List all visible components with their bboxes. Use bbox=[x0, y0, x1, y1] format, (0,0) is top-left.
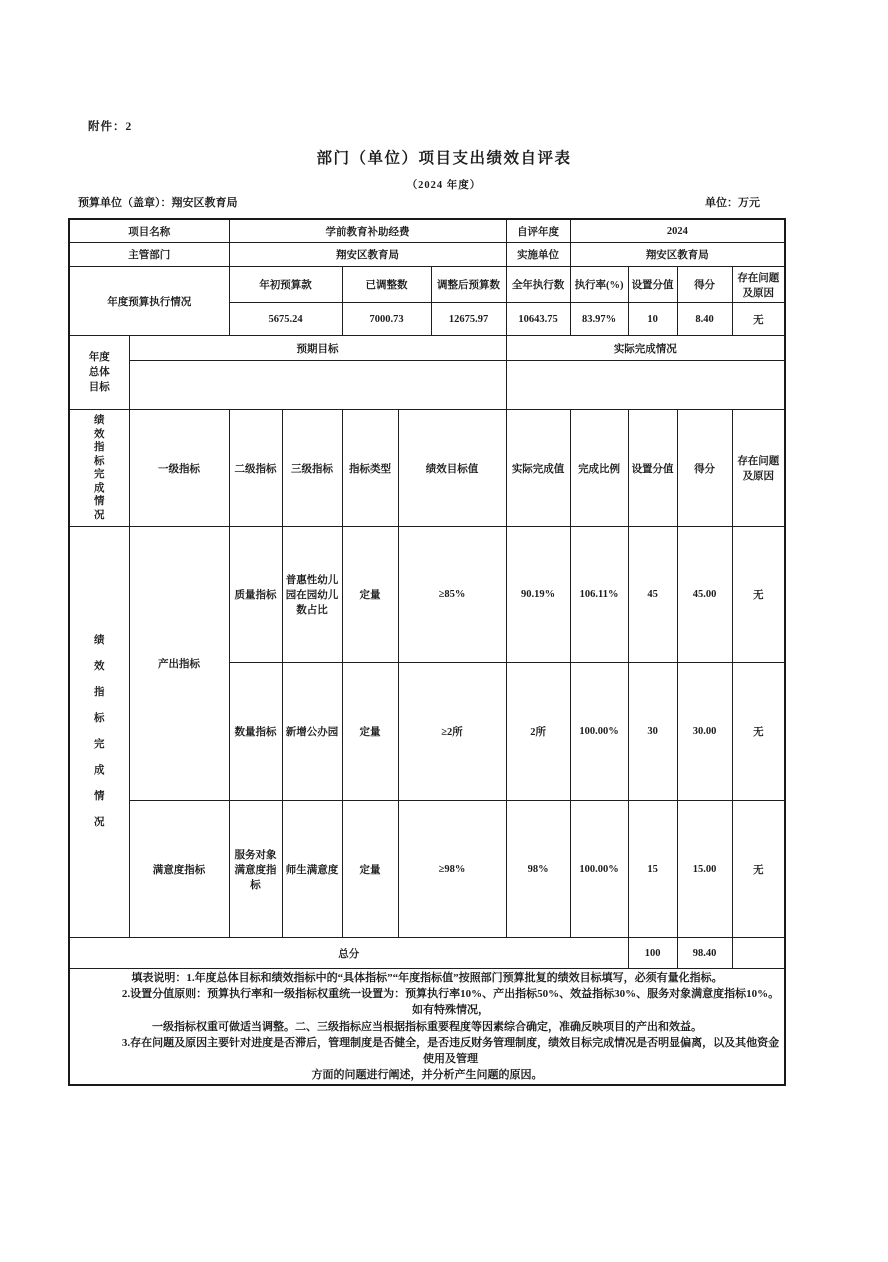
level3-teacher-student-satisfaction: 师生满意度 bbox=[282, 801, 342, 938]
target-value: ≥2所 bbox=[398, 663, 506, 801]
total-points: 100 bbox=[628, 938, 677, 969]
indicator-header-target: 绩效目标值 bbox=[398, 410, 506, 527]
score: 15.00 bbox=[677, 801, 732, 938]
budget-header-score: 得分 bbox=[677, 267, 732, 303]
score: 45.00 bbox=[677, 527, 732, 663]
total-issues bbox=[732, 938, 785, 969]
row-annual-goal-headers bbox=[69, 336, 785, 361]
self-eval-year-label: 自评年度 bbox=[506, 219, 570, 243]
level3-new-public-kindergarten: 新增公办园 bbox=[282, 663, 342, 801]
budget-value-points: 10 bbox=[628, 303, 677, 336]
budget-value-issues: 无 bbox=[732, 303, 785, 336]
indicator-section-label-text: 绩效指标完成情况 bbox=[94, 635, 105, 828]
indicator-section-label-body bbox=[69, 527, 129, 938]
indicator-section-label-header bbox=[69, 410, 129, 527]
note-line-1: 填表说明：1.年度总体目标和绩效指标中的“具体指标”“年度指标值”按照部门预算批复的绩效目标填写，必须有量化指标。 bbox=[131, 972, 723, 984]
note-line-3: 一级指标权重可做适当调整。二、三级指标应当根据指标重要程度等因素综合确定，准确反映项目的产出和效益。 bbox=[152, 1020, 703, 1033]
actual-completion-header: 实际完成情况 bbox=[506, 336, 785, 361]
row-indicator-satisfaction bbox=[69, 801, 785, 938]
row-department bbox=[69, 243, 785, 267]
set-points: 45 bbox=[628, 527, 677, 663]
level2-quantity: 数量指标 bbox=[229, 663, 282, 801]
budget-header-initial: 年初预算款 bbox=[229, 267, 342, 303]
completion-ratio: 100.00% bbox=[570, 801, 628, 938]
total-score-label: 总分 bbox=[69, 938, 628, 969]
budget-value-after-adjust: 12675.97 bbox=[431, 303, 506, 336]
budget-header-exec-rate: 执行率(%) bbox=[570, 267, 628, 303]
actual-value: 2所 bbox=[506, 663, 570, 801]
project-name-label: 项目名称 bbox=[69, 219, 229, 243]
completion-ratio: 106.11% bbox=[570, 527, 628, 663]
set-points: 15 bbox=[628, 801, 677, 938]
document-subtitle: （2024 年度） bbox=[406, 180, 482, 191]
score: 30.00 bbox=[677, 663, 732, 801]
note-line-4: 3.存在问题及原因主要针对进度是否滞后，管理制度是否健全，是否违反财务管理制度，绩效目标完成情况是否明显偏离，以及其他资金使用及管理 bbox=[121, 1036, 780, 1066]
currency-unit-label: 单位：万元 bbox=[705, 197, 760, 209]
row-project-name bbox=[69, 219, 785, 243]
budget-header-issues: 存在问题及原因 bbox=[732, 267, 785, 303]
indicator-header-ratio: 完成比例 bbox=[570, 410, 628, 527]
budget-value-initial: 5675.24 bbox=[229, 303, 342, 336]
actual-value: 98% bbox=[506, 801, 570, 938]
project-name-value: 学前教育补助经费 bbox=[229, 219, 506, 243]
budget-header-points: 设置分值 bbox=[628, 267, 677, 303]
type-quantitative: 定量 bbox=[342, 663, 398, 801]
annual-goal-label-text: 年度总体目标 bbox=[88, 352, 110, 393]
row-annual-goal-values bbox=[69, 361, 785, 410]
row-indicator-headers bbox=[69, 410, 785, 527]
budget-value-executed: 10643.75 bbox=[506, 303, 570, 336]
self-evaluation-table bbox=[68, 218, 786, 1086]
budget-section-label: 年度预算执行情况 bbox=[69, 267, 229, 336]
indicator-header-actual: 实际完成值 bbox=[506, 410, 570, 527]
budget-value-exec-rate: 83.97% bbox=[570, 303, 628, 336]
type-quantitative: 定量 bbox=[342, 801, 398, 938]
issues: 无 bbox=[732, 527, 785, 663]
note-line-5: 方面的问题进行阐述，并分析产生问题的原因。 bbox=[311, 1069, 543, 1082]
level1-output-indicator: 产出指标 bbox=[129, 527, 229, 801]
row-indicator-quality bbox=[69, 527, 785, 663]
expected-goal-value bbox=[129, 361, 506, 410]
set-points: 30 bbox=[628, 663, 677, 801]
actual-completion-value bbox=[506, 361, 785, 410]
indicator-section-label-text: 绩效指标完成情况 bbox=[94, 415, 105, 521]
impl-unit-value: 翔安区教育局 bbox=[570, 243, 785, 267]
indicator-header-level1: 一级指标 bbox=[129, 410, 229, 527]
level3-inclusive-ratio: 普惠性幼儿园在园幼儿数占比 bbox=[282, 527, 342, 663]
dept-label: 主管部门 bbox=[69, 243, 229, 267]
completion-ratio: 100.00% bbox=[570, 663, 628, 801]
impl-unit-label: 实施单位 bbox=[506, 243, 570, 267]
attachment-number: 附件：2 bbox=[88, 121, 133, 133]
budget-header-adjusted: 已调整数 bbox=[342, 267, 431, 303]
level2-service-object-satisfaction: 服务对象满意度指标 bbox=[229, 801, 282, 938]
self-eval-year-value: 2024 bbox=[570, 219, 785, 243]
level2-quality: 质量指标 bbox=[229, 527, 282, 663]
budget-header-after-adjust: 调整后预算数 bbox=[431, 267, 506, 303]
indicator-header-points: 设置分值 bbox=[628, 410, 677, 527]
actual-value: 90.19% bbox=[506, 527, 570, 663]
issues: 无 bbox=[732, 801, 785, 938]
row-budget-headers bbox=[69, 267, 785, 303]
indicator-header-score: 得分 bbox=[677, 410, 732, 527]
annual-goal-label bbox=[69, 336, 129, 410]
note-line-2: 2.设置分值原则：预算执行率和一级指标权重统一设置为：预算执行率10%、产出指标50%、效益指标30%、服务对象满意度指标10%。如有特殊情况， bbox=[121, 988, 780, 1017]
expected-goal-header: 预期目标 bbox=[129, 336, 506, 361]
budget-value-adjusted: 7000.73 bbox=[342, 303, 431, 336]
target-value: ≥98% bbox=[398, 801, 506, 938]
indicator-header-level3: 三级指标 bbox=[282, 410, 342, 527]
indicator-header-level2: 二级指标 bbox=[229, 410, 282, 527]
document-title: 部门（单位）项目支出绩效自评表 bbox=[316, 150, 572, 167]
budget-unit-line: 预算单位（盖章）：翔安区教育局 bbox=[78, 197, 238, 209]
target-value: ≥85% bbox=[398, 527, 506, 663]
total-score: 98.40 bbox=[677, 938, 732, 969]
row-notes bbox=[69, 969, 785, 1086]
budget-header-executed: 全年执行数 bbox=[506, 267, 570, 303]
budget-value-score: 8.40 bbox=[677, 303, 732, 336]
indicator-header-issues: 存在问题及原因 bbox=[732, 410, 785, 527]
type-quantitative: 定量 bbox=[342, 527, 398, 663]
notes-cell bbox=[69, 969, 785, 1086]
dept-value: 翔安区教育局 bbox=[229, 243, 506, 267]
indicator-header-type: 指标类型 bbox=[342, 410, 398, 527]
row-total-score bbox=[69, 938, 785, 969]
issues: 无 bbox=[732, 663, 785, 801]
level1-satisfaction-indicator: 满意度指标 bbox=[129, 801, 229, 938]
